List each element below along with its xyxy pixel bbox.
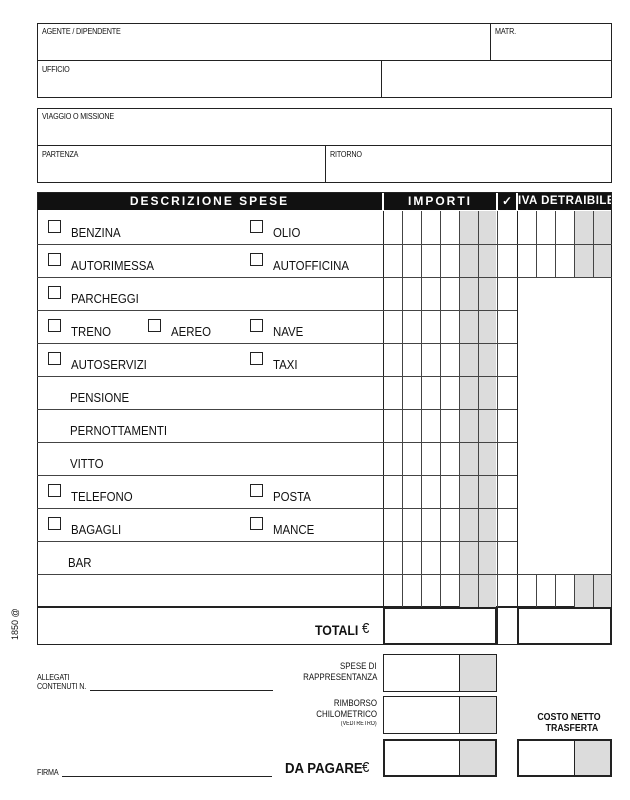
label-parcheggi: PARCHEGGI [71, 291, 139, 306]
totali-iva-box[interactable] [517, 607, 612, 645]
divider [517, 574, 612, 575]
label-taxi: TAXI [273, 357, 298, 372]
rimborso-label-3: (VEDI RETRO) [341, 721, 377, 727]
matr-label: MATR. [495, 27, 516, 36]
table-row [38, 211, 381, 244]
check-cell[interactable] [498, 442, 516, 475]
label-autorimessa: AUTORIMESSA [71, 258, 155, 273]
totali-label: TOTALI [315, 622, 359, 638]
shade [459, 741, 495, 775]
check-cell[interactable] [498, 244, 516, 277]
label-bagagli: BAGAGLI [71, 522, 122, 537]
label-mance: MANCE [273, 522, 315, 537]
divider [574, 574, 575, 607]
importo-input[interactable] [384, 310, 496, 343]
shade [574, 211, 611, 244]
viaggio-label: VIAGGIO O MISSIONE [42, 112, 114, 121]
divider [593, 574, 594, 607]
importo-input[interactable] [384, 475, 496, 508]
divider [459, 696, 460, 734]
divider [536, 244, 537, 277]
importo-input[interactable] [384, 574, 496, 607]
costo-label-2: TRASFERTA [545, 723, 599, 734]
divider [459, 654, 460, 692]
firma-line[interactable] [62, 776, 272, 777]
check-cell[interactable] [498, 277, 516, 310]
table-row [38, 409, 381, 442]
divider [459, 211, 460, 607]
checkbox-treno[interactable] [48, 319, 61, 332]
divider [37, 541, 517, 542]
checkbox-bagagli[interactable] [48, 517, 61, 530]
costo-label: COSTO NETTO [537, 712, 601, 723]
allegati-label-2: CONTENUTI N. [37, 682, 87, 691]
agente-field[interactable] [40, 38, 486, 58]
label-autoservizi: AUTOSERVIZI [71, 357, 147, 372]
divider [37, 60, 612, 61]
divider [574, 244, 575, 277]
divider [459, 739, 460, 777]
ritorno-label: RITORNO [330, 150, 362, 159]
check-cell[interactable] [498, 541, 516, 574]
totali-importi-box[interactable] [383, 607, 497, 645]
checkbox-mance[interactable] [250, 517, 263, 530]
divider [37, 508, 517, 509]
divider [37, 376, 517, 377]
check-cell[interactable] [498, 475, 516, 508]
check-cell[interactable] [498, 211, 516, 244]
form-code: 1850 @ [10, 608, 20, 640]
label-posta: POSTA [273, 489, 311, 504]
partenza-field[interactable] [40, 161, 322, 181]
matr-field[interactable] [493, 38, 608, 58]
label-bar: BAR [68, 555, 92, 570]
euro-symbol: € [362, 759, 370, 776]
label-aereo: AEREO [171, 324, 212, 339]
importo-input[interactable] [384, 508, 496, 541]
table-row [38, 277, 381, 310]
ufficio-field[interactable] [40, 76, 378, 96]
label-vitto: VITTO [70, 456, 104, 471]
label-olio: OLIO [273, 225, 301, 240]
checkbox-taxi[interactable] [250, 352, 263, 365]
checkbox-aereo[interactable] [148, 319, 161, 332]
table-row [38, 310, 381, 343]
iva-input[interactable] [518, 574, 611, 607]
divider [593, 211, 594, 244]
divider [37, 343, 517, 344]
divider [497, 211, 498, 607]
check-cell[interactable] [498, 343, 516, 376]
importo-input[interactable] [384, 541, 496, 574]
divider [37, 244, 517, 245]
label-autofficina: AUTOFFICINA [273, 258, 350, 273]
divider [381, 60, 382, 98]
shade [574, 574, 611, 607]
shade [574, 244, 611, 277]
rimborso-label: RIMBORSO [333, 698, 377, 708]
checkbox-autorimessa[interactable] [48, 253, 61, 266]
shade [459, 655, 496, 691]
check-cell[interactable] [498, 310, 516, 343]
allegati-line[interactable] [90, 690, 273, 691]
importi-header: IMPORTI [384, 192, 496, 210]
table-row [38, 244, 381, 277]
divider [517, 277, 612, 278]
divider [593, 244, 594, 277]
iva-header: IVA DETRAIBILE [518, 192, 612, 210]
shade [574, 741, 610, 775]
table-row [38, 541, 381, 574]
agente-label: AGENTE / DIPENDENTE [42, 27, 121, 36]
divider [421, 211, 422, 607]
descrizione-header: DESCRIZIONE SPESE [37, 192, 382, 210]
table-row [38, 574, 381, 607]
divider [383, 211, 384, 607]
check-header: ✓ [498, 192, 516, 210]
divider [37, 574, 517, 575]
checkbox-olio[interactable] [250, 220, 263, 233]
checkbox-nave[interactable] [250, 319, 263, 332]
divider [497, 607, 498, 645]
table-row [38, 475, 381, 508]
checkbox-posta[interactable] [250, 484, 263, 497]
importo-input[interactable] [384, 442, 496, 475]
ufficio-extra-field[interactable] [384, 64, 609, 96]
label-pensione: PENSIONE [70, 390, 130, 405]
label-telefono: TELEFONO [71, 489, 133, 504]
divider [555, 211, 556, 244]
divider [555, 574, 556, 607]
partenza-label: PARTENZA [42, 150, 79, 159]
importo-input[interactable] [384, 376, 496, 409]
checkbox-parcheggi[interactable] [48, 286, 61, 299]
check-cell[interactable] [498, 376, 516, 409]
divider [574, 739, 575, 777]
divider [37, 409, 517, 410]
spese-label: SPESE DI [340, 661, 377, 671]
importo-input[interactable] [384, 211, 496, 244]
divider [574, 211, 575, 244]
table-row [38, 442, 381, 475]
divider [37, 310, 517, 311]
divider [37, 475, 517, 476]
checkbox-autoservizi[interactable] [48, 352, 61, 365]
checkbox-benzina[interactable] [48, 220, 61, 233]
divider [325, 145, 326, 183]
table-frame [37, 192, 612, 607]
label-pernottamenti: PERNOTTAMENTI [70, 423, 168, 438]
ufficio-label: UFFICIO [42, 65, 70, 74]
viaggio-field[interactable] [40, 123, 608, 143]
importo-input[interactable] [384, 244, 496, 277]
checkbox-autofficina[interactable] [250, 253, 263, 266]
check-cell[interactable] [498, 409, 516, 442]
importo-input[interactable] [384, 277, 496, 310]
divider [37, 277, 517, 278]
label-treno: TRENO [71, 324, 112, 339]
da-pagare-label: DA PAGARE [285, 760, 363, 777]
shade [459, 211, 496, 607]
allegati-label: ALLEGATI [37, 673, 70, 682]
table-row [38, 376, 381, 409]
check-cell[interactable] [498, 574, 516, 607]
divider [440, 211, 441, 607]
rimborso-label-2: CHILOMETRICO [316, 709, 377, 719]
label-nave: NAVE [273, 324, 304, 339]
divider [536, 211, 537, 244]
divider [517, 211, 518, 607]
spese-label-2: RAPPRESENTANZA [302, 672, 377, 682]
euro-symbol: € [362, 620, 370, 637]
divider [478, 211, 479, 607]
table-row [38, 343, 381, 376]
check-cell[interactable] [498, 508, 516, 541]
ritorno-field[interactable] [328, 161, 608, 181]
importo-input[interactable] [384, 409, 496, 442]
divider [402, 211, 403, 607]
iva-input[interactable] [518, 244, 611, 277]
importo-input[interactable] [384, 343, 496, 376]
divider [37, 442, 517, 443]
firma-label: FIRMA [37, 768, 59, 777]
shade [459, 697, 496, 733]
iva-input[interactable] [518, 211, 611, 244]
label-benzina: BENZINA [71, 225, 121, 240]
table-row [38, 508, 381, 541]
divider [490, 23, 491, 61]
checkbox-telefono[interactable] [48, 484, 61, 497]
divider [517, 244, 612, 245]
divider [536, 574, 537, 607]
divider [555, 244, 556, 277]
